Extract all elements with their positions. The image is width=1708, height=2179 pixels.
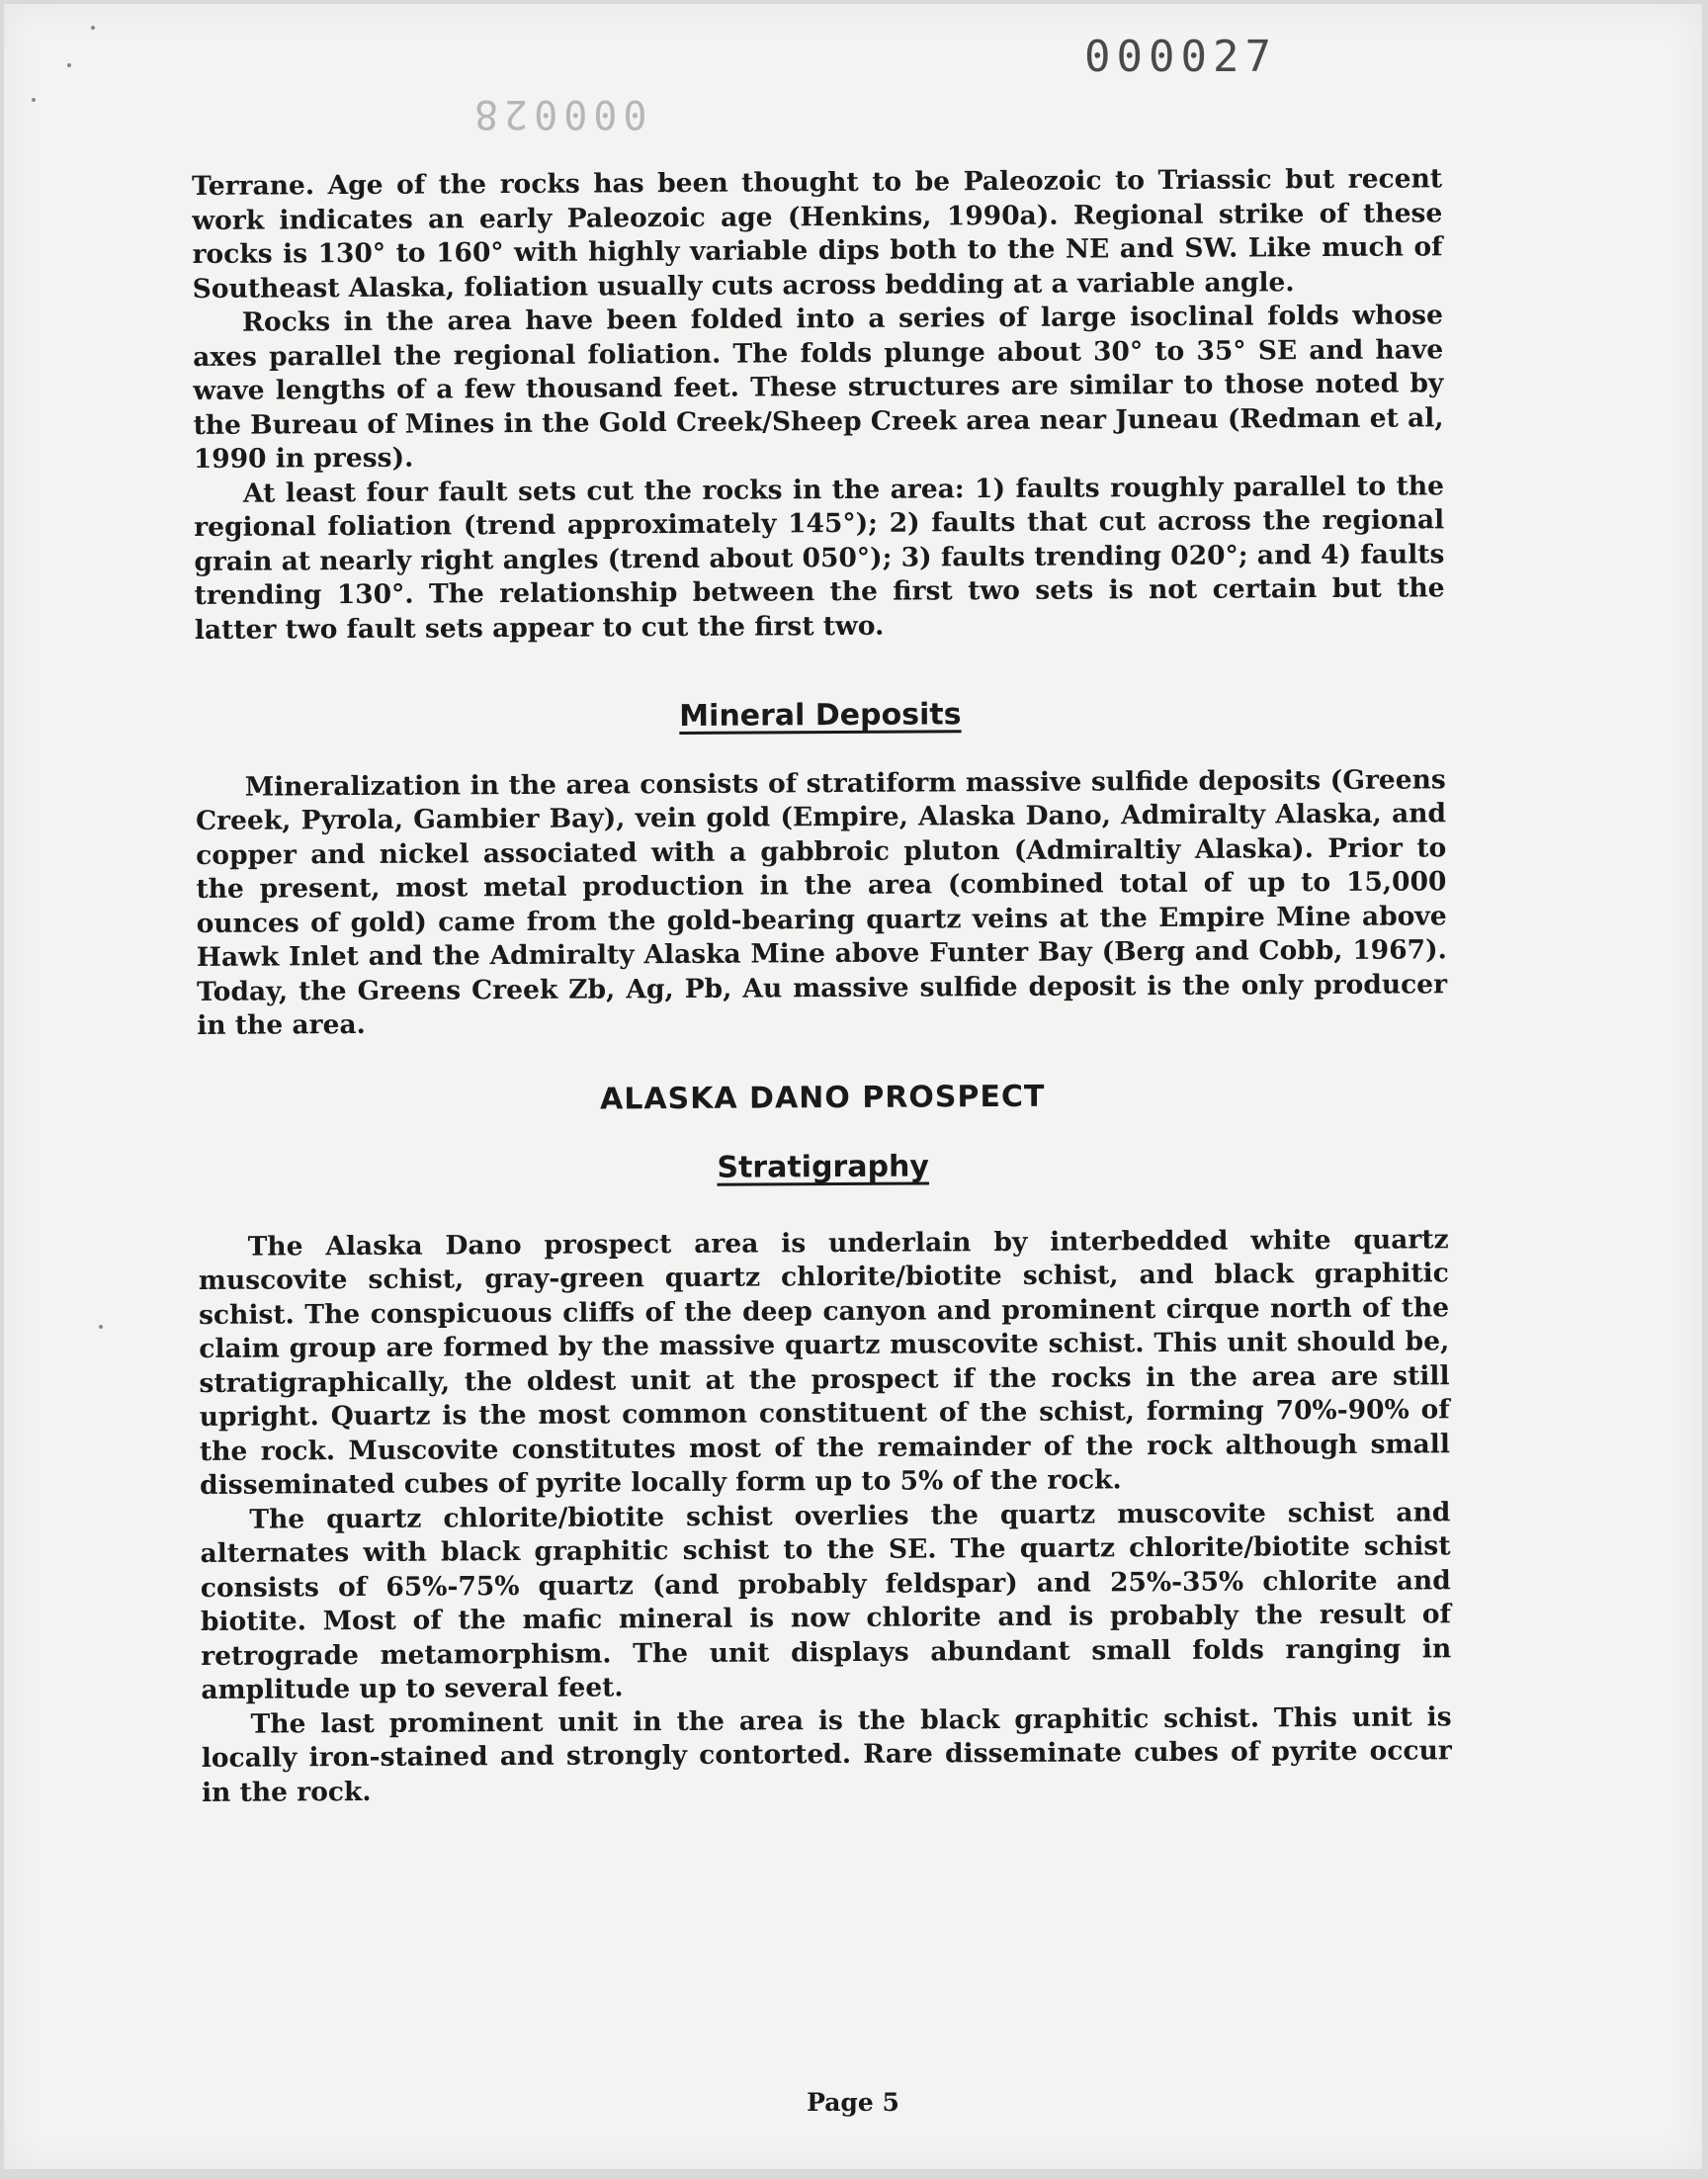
scan-speck bbox=[99, 1325, 103, 1329]
document-page bbox=[4, 4, 1702, 2169]
heading-alaska-dano-prospect: ALASKA DANO PROSPECT bbox=[599, 1079, 1046, 1116]
paragraph-faults: At least four fault sets cut the rocks in the area: 1) faults roughly parallel to the regional foliation (trend approximately 145°); 2) faults that cut across the regional grain at nearly right angles (trend about 050°); 3) faults trending 020°; and 4) faults trending 130°. The relationship between the first two sets is not certain but the latter two fault sets appear to cut the first two. bbox=[194, 470, 1445, 646]
scan-speck bbox=[91, 26, 95, 30]
paragraph-prospect-area: The Alaska Dano prospect area is underlain by interbedded white quartz muscovite schist, gray-green quartz chlorite/biotite schist, and black graphitic schist. The conspicuous cliffs of the deep canyon and prominent cirque north of the claim group are formed by the massive quartz muscovite schist. This unit should be, stratigraphically, the oldest unit at the prospect if the rocks in the area are still upright. Quartz is the most common constituent of the schist, forming 70%-90% of the rock. Muscovite constitutes most of the remainder of the rock although small disseminated cubes of pyrite locally form up to 5% of the rock. bbox=[198, 1223, 1450, 1501]
heading-mineral-deposits: Mineral Deposits bbox=[679, 697, 962, 734]
paragraph-folds: Rocks in the area have been folded into a series of large isoclinal folds whose axes parallel the regional foliation. The folds plunge about 30° to 35° SE and have wave lengths of a few thousand feet. These structures are similar to those noted by the Bureau of Mines in the Gold Creek/Sheep Creek area near Juneau (Redman et al, 1990 in press). bbox=[193, 300, 1444, 475]
page-footer: Page 5 bbox=[807, 2088, 899, 2117]
scan-speck bbox=[32, 98, 36, 102]
scan-speck bbox=[67, 63, 71, 67]
heading-stratigraphy: Stratigraphy bbox=[717, 1149, 930, 1185]
body-text bbox=[192, 162, 1452, 1810]
paragraph-chlorite-schist: The quartz chlorite/biotite schist overlies the quartz muscovite schist and alternates with black graphitic schist to the SE. The quartz chlorite/biotite schist consists of 65%-75% quartz (and probably feldspar) and 25%-35% chlorite and biotite. Most of the mafic mineral is now chlorite and is probably the result of retrograde metamorphism. The unit displays abundant small folds ranging in amplitude up to several feet. bbox=[200, 1496, 1452, 1705]
paragraph-mineralization: Mineralization in the area consists of stratiform massive sulfide deposits (Greens Creek, Pyrola, Gambier Bay), vein gold (Empire, Alaska Dano, Admiralty Alaska, and copper and nickel associated with a gabbroic pluton (Admiraltiy Alaska). Prior to the present, most metal production in the area (combined total of up to 15,000 ounces of gold) came from the gold-bearing quartz veins at the Empire Mine above Hawk Inlet and the Admiralty Alaska Mine above Funter Bay (Berg and Cobb, 1967). Today, the Greens Creek Zb, Ag, Pb, Au massive sulfide deposit is the only producer in the area. bbox=[195, 763, 1448, 1041]
paragraph-graphitic-schist: The last prominent unit in the area is the black graphitic schist. This unit is locally iron-stained and strongly contorted. Rare disseminate cubes of pyrite occur in the rock. bbox=[201, 1700, 1452, 1808]
faded-page-number-stamp: 000028 bbox=[469, 91, 647, 136]
page-number-stamp: 000027 bbox=[1084, 32, 1277, 82]
paragraph-terrane: Terrane. Age of the rocks has been thought to be Paleozoic to Triassic but recent work indicates an early Paleozoic age (Henkins, 1990a). Regional strike of these rocks is 130° to 160° with highly variable dips both to the NE and SW. Like much of Southeast Alaska, foliation usually cuts across bedding at a variable angle. bbox=[192, 163, 1443, 305]
